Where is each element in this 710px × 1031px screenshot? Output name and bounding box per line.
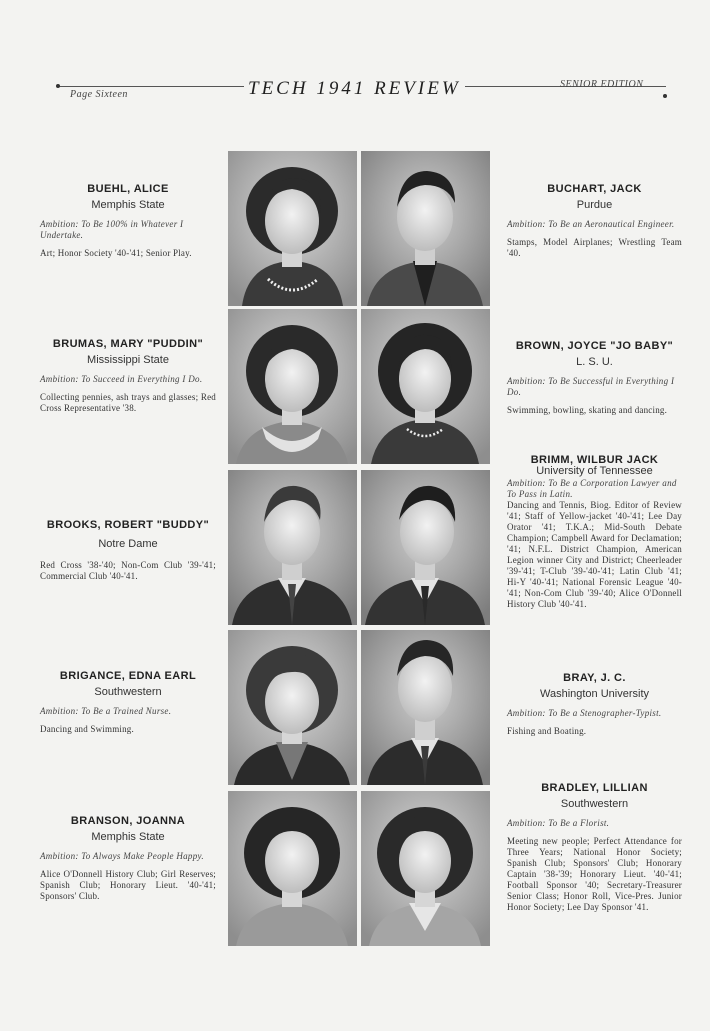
student-ambition: Ambition: To Be Successful in Everything I Do. xyxy=(507,376,675,397)
student-ambition: Ambition: To Succeed in Everything I Do. xyxy=(40,374,203,384)
student-college: Memphis State xyxy=(91,199,165,211)
senior-entry xyxy=(40,184,216,259)
student-activities: Dancing and Swimming. xyxy=(40,724,134,734)
portrait-girl-icon xyxy=(361,791,490,946)
student-activities: Stamps, Model Airplanes; Wrestling Team '40. xyxy=(507,237,682,258)
student-name: BROOKS, ROBERT "BUDDY" xyxy=(46,519,210,531)
senior-entry xyxy=(507,783,682,913)
student-college: Southwestern xyxy=(560,798,629,810)
student-ambition: Ambition: To Be a Stenographer-Typist. xyxy=(507,708,662,718)
student-college: Washington University xyxy=(539,688,650,700)
student-activities: Meeting new people; Perfect Attendance for Three Years; National Honor Society; Spanish Club; Sponsors' Club; Honorary Captain '38-'39; Honorary Lieut. '40-'41; Football Sponsor '40; Secretary-Treasurer Senior Class; Honor Roll, Vice-Pres. Junior Honor Society; Lee Day Sponsor '41. xyxy=(507,836,682,912)
portrait-girl-icon xyxy=(228,791,357,946)
student-ambition: Ambition: To Always Make People Happy. xyxy=(40,851,204,861)
student-name: BRAY, J. C. xyxy=(563,672,626,684)
senior-entry xyxy=(507,673,682,737)
student-activities: Alice O'Donnell History Club; Girl Reserves; Spanish Club; Honorary Lieut. '40-'41; Sponsors' Club. xyxy=(40,869,216,901)
portrait-photo xyxy=(361,630,490,785)
portrait-photo xyxy=(228,151,357,306)
portrait-boy-icon xyxy=(228,470,357,625)
header-rule-dot-right xyxy=(663,94,667,98)
student-activities: Art; Honor Society '40-'41; Senior Play. xyxy=(40,248,192,258)
page-number: Page Sixteen xyxy=(70,89,128,100)
portrait-boy-icon xyxy=(361,151,490,306)
header-rule-dot-left xyxy=(56,84,60,88)
portrait-photo xyxy=(361,791,490,946)
student-activities: Dancing and Tennis, Biog. Editor of Review '41; Staff of Yellow-jacket '40-'41; Lee Day Orator '41; T.K.A.; Mid-South Debate Champion; Campbell Award for Declamation; '41; N.F.L. District Champion, American Legion winner City and District; Cheerleader '39-'41; T-Club '39-'40-'41; Latin Club '41; Hi-Y '40-'41; National Forensic League '40-'41; Non-Com Club '39-'40; Alice O'Donnell History Club '40-'41. xyxy=(507,500,682,609)
portrait-photo xyxy=(228,630,357,785)
portrait-boy-icon xyxy=(361,630,490,785)
student-ambition: Ambition: To Be a Corporation Lawyer and To Pass in Latin. xyxy=(507,478,677,499)
student-ambition: Ambition: To Be an Aeronautical Engineer. xyxy=(507,219,675,229)
student-college: Southwestern xyxy=(94,686,162,698)
portrait-photo xyxy=(228,309,357,464)
portrait-photo xyxy=(228,470,357,625)
senior-entry xyxy=(40,816,216,902)
student-activities: Swimming, bowling, skating and dancing. xyxy=(507,405,668,415)
student-college: Notre Dame xyxy=(98,538,158,550)
student-college: Purdue xyxy=(576,199,613,211)
student-ambition: Ambition: To Be a Florist. xyxy=(507,818,610,828)
student-activities: Collecting pennies, ash trays and glasses; Red Cross Representative '38. xyxy=(40,392,216,413)
portrait-photo xyxy=(361,470,490,625)
senior-entry xyxy=(40,671,216,735)
portrait-girl-icon xyxy=(361,309,490,464)
student-activities: Fishing and Boating. xyxy=(507,726,587,736)
student-college: University of Tennessee xyxy=(536,465,653,477)
student-name: BUCHART, JACK xyxy=(547,183,642,195)
senior-entry xyxy=(507,184,682,259)
senior-entry xyxy=(40,339,216,414)
student-name: BRANSON, JOANNA xyxy=(70,815,186,827)
student-name: BRIMM, WILBUR JACK xyxy=(530,454,659,466)
portrait-photo xyxy=(361,151,490,306)
student-college: Mississippi State xyxy=(87,354,169,366)
student-name: BRUMAS, MARY "PUDDIN" xyxy=(52,338,204,350)
portrait-photo xyxy=(228,791,357,946)
student-ambition: Ambition: To Be 100% in Whatever I Undertake. xyxy=(40,219,184,240)
edition-label: SENIOR EDITION xyxy=(560,79,644,90)
student-activities: Red Cross '38-'40; Non-Com Club '39-'41; Commercial Club '40-'41. xyxy=(40,560,216,581)
student-name: BRADLEY, LILLIAN xyxy=(541,782,648,794)
portrait-photo xyxy=(361,309,490,464)
portrait-girl-icon xyxy=(228,151,357,306)
senior-entry xyxy=(507,341,682,416)
portrait-girl-icon xyxy=(228,630,357,785)
student-college: Memphis State xyxy=(91,831,165,843)
student-name: BUEHL, ALICE xyxy=(87,183,169,195)
portrait-boy-icon xyxy=(361,470,490,625)
student-name: BRIGANCE, EDNA EARL xyxy=(59,670,197,682)
senior-entry xyxy=(507,455,682,610)
student-college: L. S. U. xyxy=(576,356,613,368)
page-title: TECH 1941 REVIEW xyxy=(244,78,465,100)
senior-entry xyxy=(40,520,216,582)
portrait-girl-icon xyxy=(228,309,357,464)
student-ambition: Ambition: To Be a Trained Nurse. xyxy=(40,706,172,716)
student-name: BROWN, JOYCE "JO BABY" xyxy=(515,340,674,352)
